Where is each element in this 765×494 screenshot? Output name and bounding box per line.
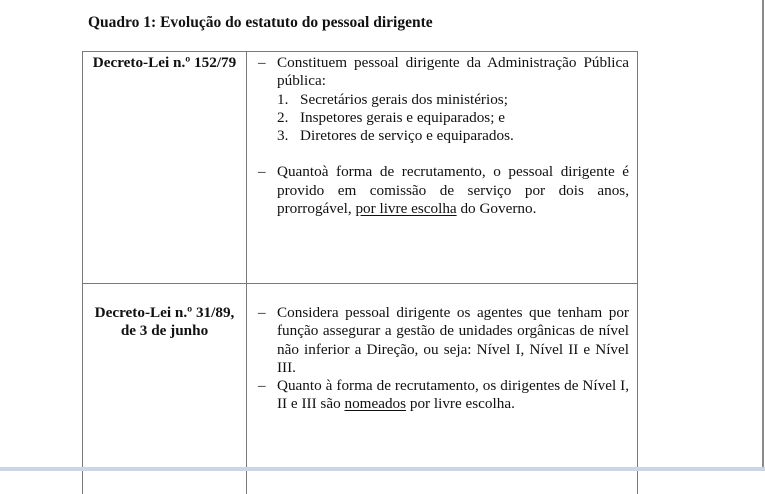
list-item <box>277 127 629 145</box>
list-item <box>277 109 629 127</box>
law-title: Decreto-Lei n.º 152/79 <box>83 54 246 72</box>
law-title: Decreto-Lei n.º 31/89, <box>83 304 246 322</box>
bullet-item <box>247 54 629 145</box>
spacer <box>247 145 629 163</box>
window-bottom-bar <box>0 467 765 471</box>
list-item-text: Inspetores gerais e equiparados; e <box>300 109 505 126</box>
content-cell <box>247 284 638 494</box>
list-number: 3. <box>277 127 288 145</box>
table-caption <box>88 14 433 32</box>
bullet-text: Constituem pessoal dirigente da Administração Pública pública: <box>277 54 629 91</box>
content-cell <box>247 52 638 284</box>
bullet-text: do Governo. <box>457 200 537 217</box>
list-number: 1. <box>277 91 288 109</box>
dash-bullet-icon: – <box>258 163 266 181</box>
page-edge-divider <box>762 0 764 467</box>
law-date: de 3 de junho <box>83 322 246 340</box>
bullet-text: Quanto à forma de recrutamento, os dirigentes de Nível I, II e III são <box>277 377 629 412</box>
bullet-text: Quantoà forma de recrutamento, o pessoal dirigente é provido em comissão de serviço por dois anos, prorrogável, <box>277 163 629 217</box>
dash-bullet-icon: – <box>258 54 266 72</box>
bullet-text: Considera pessoal dirigente os agentes que tenham por função assegurar a gestão de unidades orgânicas de nível não inferior a Direção, ou seja: Nível I, Nível II e Nível III. <box>277 304 629 376</box>
list-number: 2. <box>277 109 288 127</box>
law-cell <box>83 52 247 284</box>
underlined-text: nomeados <box>344 395 406 412</box>
numbered-list <box>277 91 629 146</box>
list-item <box>277 91 629 109</box>
list-item-text: Secretários gerais dos ministérios; <box>300 91 508 108</box>
law-cell <box>83 284 247 494</box>
bullet-item <box>247 163 629 218</box>
bullet-item <box>247 304 629 377</box>
caption-title: Evolução do estatuto do pessoal dirigente <box>160 14 433 31</box>
bullet-item <box>247 377 629 414</box>
caption-label: Quadro 1: <box>88 14 156 31</box>
list-item-text: Diretores de serviço e equiparados. <box>300 127 514 144</box>
dash-bullet-icon: – <box>258 304 266 322</box>
table-row <box>83 284 638 494</box>
table-row <box>83 52 638 284</box>
bullet-text: por livre escolha. <box>406 395 515 412</box>
evolution-table <box>82 51 638 494</box>
underlined-text: por livre escolha <box>355 200 456 217</box>
dash-bullet-icon: – <box>258 377 266 395</box>
